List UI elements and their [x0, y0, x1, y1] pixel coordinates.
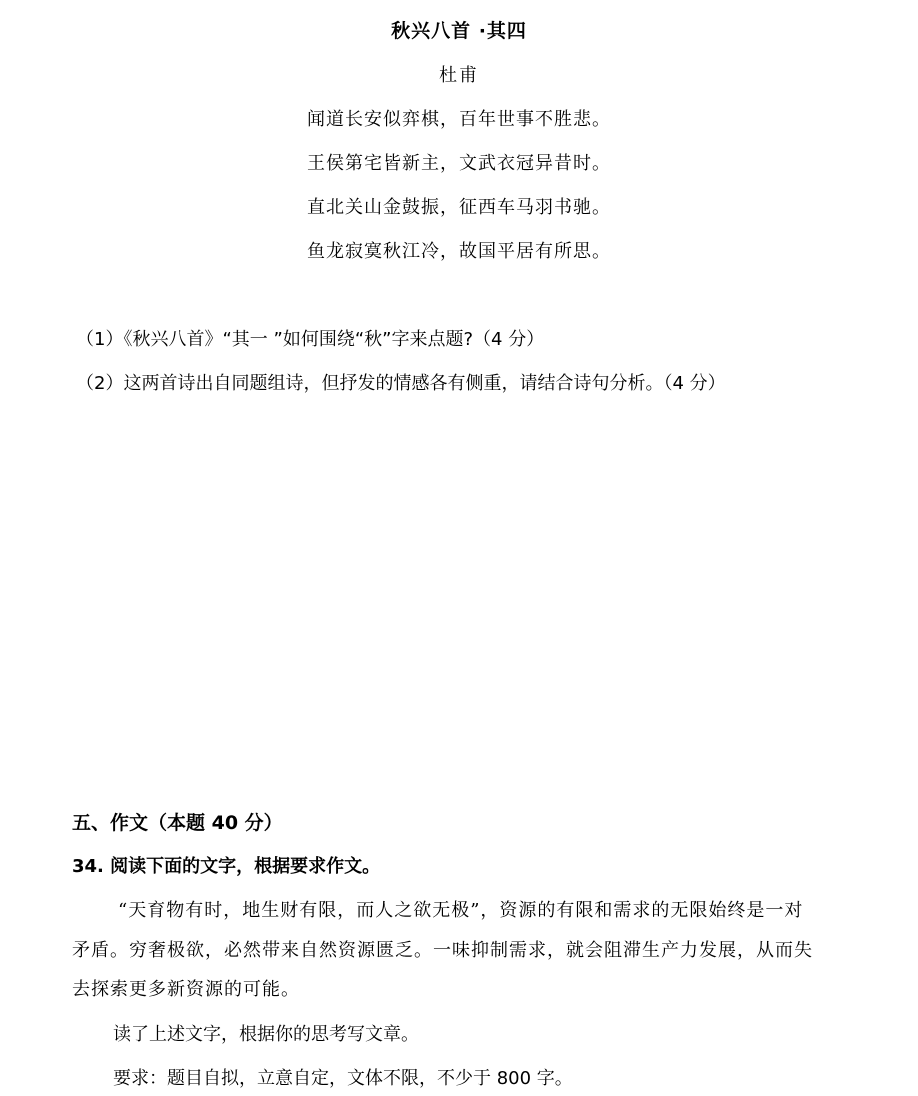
essay-question: 34. 阅读下面的文字，根据要求作文。 [72, 856, 381, 877]
poem-line: 直北关山金鼓振，征西车马羽书驰。 [307, 197, 611, 218]
poem-line: 鱼龙寂寞秋江冷，故国平居有所思。 [307, 241, 611, 262]
passage-line: “天育物有时，地生财有限，而人之欲无极”，资源的有限和需求的无限始终是一对 [118, 900, 804, 921]
question-2: （2）这两首诗出自同题组诗，但抒发的情感各有侧重，请结合诗句分析。（4 分） [76, 373, 726, 394]
poem-line: 王侯第宅皆新主，文武衣冠异昔时。 [307, 153, 611, 174]
poem-title: 秋兴八首 ·其四 [391, 20, 527, 42]
passage-line: 矛盾。穷奢极欲，必然带来自然资源匮乏。一味抑制需求，就会阻滞生产力发展，从而失 [72, 940, 813, 961]
question-1: （1）《秋兴八首》“其一 ”如何围绕“秋”字来点题?（4 分） [76, 329, 545, 350]
poem-line: 闻道长安似弈棋，百年世事不胜悲。 [307, 109, 611, 130]
poem-author: 杜甫 [439, 65, 479, 86]
essay-instruction: 读了上述文字，根据你的思考写文章。 [113, 1024, 419, 1045]
passage-line: 去探索更多新资源的可能。 [72, 979, 300, 1000]
essay-requirement: 要求：题目自拟，立意自定，文体不限，不少于 800 字。 [113, 1068, 573, 1089]
section-heading: 五、作文（本题 40 分） [72, 812, 283, 834]
